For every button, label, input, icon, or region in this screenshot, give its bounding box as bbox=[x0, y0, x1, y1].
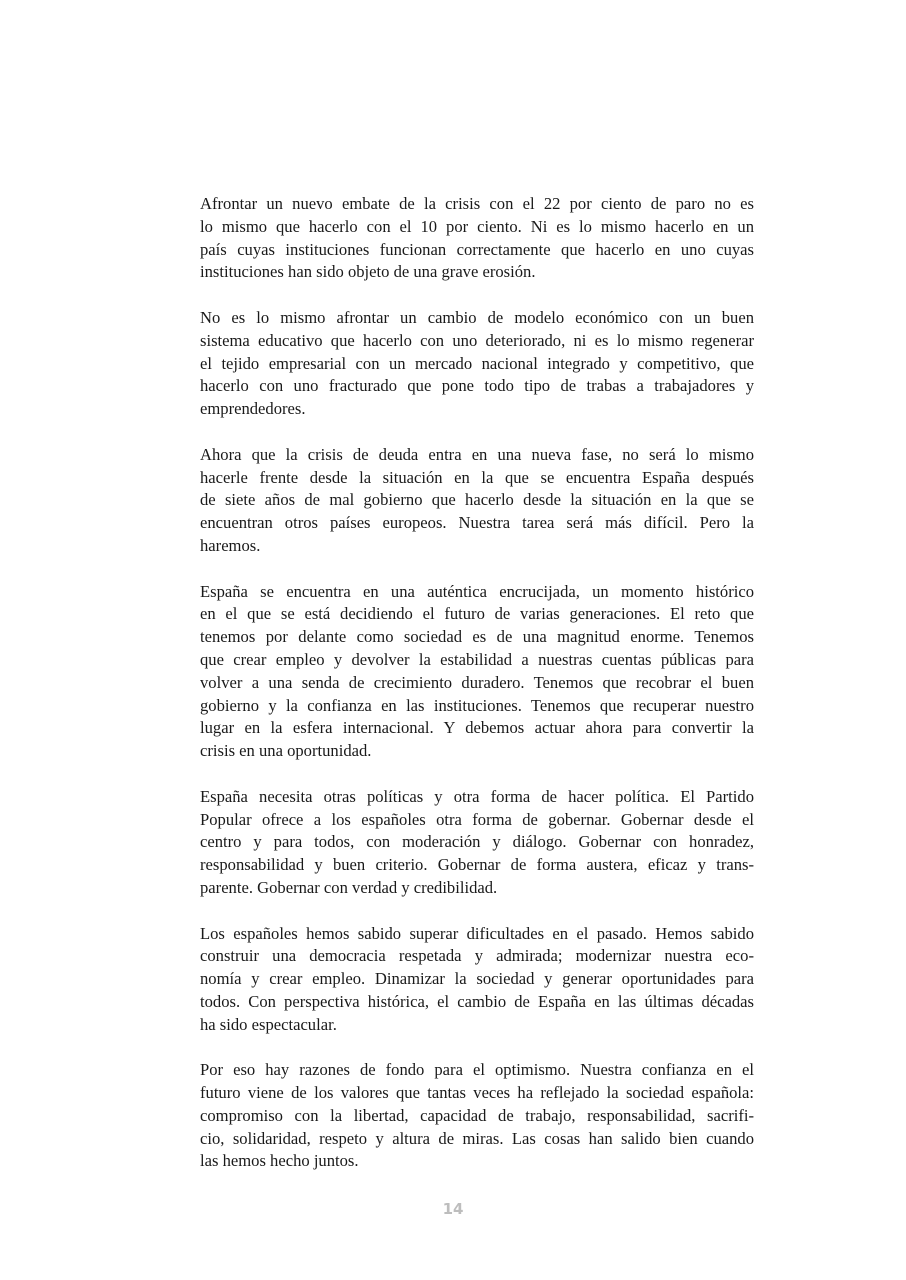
text-line: futuro viene de los valores que tantas veces ha reflejado la sociedad española: bbox=[200, 1083, 754, 1103]
text-line: responsabilidad y buen criterio. Gobernar de forma austera, eficaz y trans- bbox=[200, 855, 754, 875]
text-line: España se encuentra en una auténtica encrucijada, un momento histórico bbox=[200, 581, 754, 601]
text-line: ha sido espectacular. bbox=[200, 1014, 337, 1034]
text-line: tenemos por delante como sociedad es de una magnitud enorme. Tenemos bbox=[200, 627, 754, 647]
text-line: crisis en una oportunidad. bbox=[200, 741, 372, 761]
paragraph bbox=[200, 193, 754, 284]
text-line: gobierno y la confianza en las instituciones. Tenemos que recuperar nuestro bbox=[200, 695, 754, 715]
text-line: centro y para todos, con moderación y diálogo. Gobernar con honradez, bbox=[200, 832, 754, 852]
text-line: hacerle frente desde la situación en la que se encuentra España después bbox=[200, 467, 754, 487]
paragraph bbox=[200, 581, 754, 763]
text-line: Los españoles hemos sabido superar dificultades en el pasado. Hemos sabido bbox=[200, 923, 754, 943]
text-line: instituciones han sido objeto de una grave erosión. bbox=[200, 262, 536, 282]
text-line: que crear empleo y devolver la estabilidad a nuestras cuentas públicas para bbox=[200, 649, 754, 669]
text-line: emprendedores. bbox=[200, 399, 306, 419]
text-line: No es lo mismo afrontar un cambio de modelo económico con un buen bbox=[200, 307, 754, 327]
paragraph bbox=[200, 307, 754, 421]
text-line: compromiso con la libertad, capacidad de trabajo, responsabilidad, sacrifi- bbox=[200, 1105, 754, 1125]
text-line: haremos. bbox=[200, 535, 261, 555]
text-line: cio, solidaridad, respeto y altura de miras. Las cosas han salido bien cuando bbox=[200, 1128, 754, 1148]
paragraph bbox=[200, 1059, 754, 1173]
text-line: Popular ofrece a los españoles otra forma de gobernar. Gobernar desde el bbox=[200, 809, 754, 829]
text-line: nomía y crear empleo. Dinamizar la sociedad y generar oportunidades para bbox=[200, 969, 754, 989]
text-line: en el que se está decidiendo el futuro de varias generaciones. El reto que bbox=[200, 604, 754, 624]
paragraph bbox=[200, 786, 754, 900]
text-line: construir una democracia respetada y admirada; modernizar nuestra eco- bbox=[200, 946, 754, 966]
text-line: país cuyas instituciones funcionan correctamente que hacerlo en uno cuyas bbox=[200, 239, 754, 259]
text-line: lo mismo que hacerlo con el 10 por ciento. Ni es lo mismo hacerlo en un bbox=[200, 216, 754, 236]
text-line: lugar en la esfera internacional. Y debemos actuar ahora para convertir la bbox=[200, 718, 754, 738]
body-text bbox=[200, 193, 754, 1196]
paragraph bbox=[200, 923, 754, 1037]
text-line: Ahora que la crisis de deuda entra en una nueva fase, no será lo mismo bbox=[200, 444, 754, 464]
text-line: Por eso hay razones de fondo para el optimismo. Nuestra confianza en el bbox=[200, 1060, 754, 1080]
text-line: volver a una senda de crecimiento duradero. Tenemos que recobrar el buen bbox=[200, 672, 754, 692]
text-line: sistema educativo que hacerlo con uno deteriorado, ni es lo mismo regenerar bbox=[200, 330, 754, 350]
text-line: Afrontar un nuevo embate de la crisis con el 22 por ciento de paro no es bbox=[200, 194, 754, 213]
text-line: parente. Gobernar con verdad y credibilidad. bbox=[200, 877, 498, 897]
text-line: el tejido empresarial con un mercado nacional integrado y competitivo, que bbox=[200, 353, 754, 373]
text-line: hacerlo con uno fracturado que pone todo tipo de trabas a trabajadores y bbox=[200, 376, 754, 396]
text-line: todos. Con perspectiva histórica, el cambio de España en las últimas décadas bbox=[200, 991, 754, 1011]
text-line: España necesita otras políticas y otra forma de hacer política. El Partido bbox=[200, 786, 754, 806]
text-line: las hemos hecho juntos. bbox=[200, 1151, 359, 1171]
text-line: de siete años de mal gobierno que hacerlo desde la situación en la que se bbox=[200, 490, 754, 510]
text-line: encuentran otros países europeos. Nuestra tarea será más difícil. Pero la bbox=[200, 513, 754, 533]
paragraph bbox=[200, 444, 754, 558]
page-number: 14 bbox=[442, 1200, 464, 1218]
